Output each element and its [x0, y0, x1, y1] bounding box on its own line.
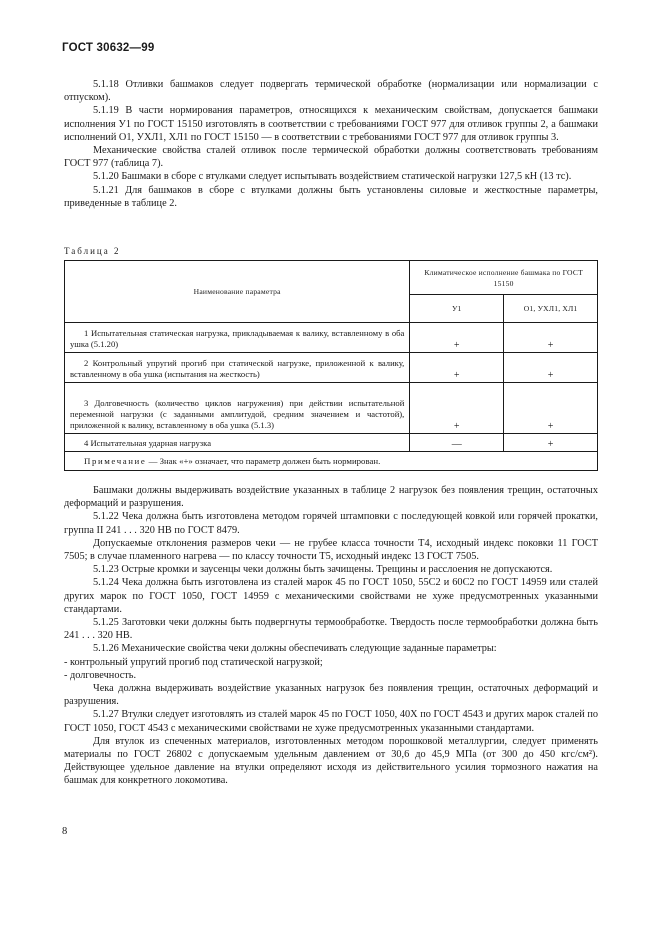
- row-value-u1: +: [410, 353, 504, 383]
- table-row: [65, 434, 598, 452]
- paragraph-5-1-27: 5.1.27 Втулки следует изготовлять из сталей марок 45 по ГОСТ 1050, 40Х по ГОСТ 4543 и других марок сталей по ГОСТ 1050, ГОСТ 4543 с механическими свойствами не хуже предусмотренных указанными стандартами.: [64, 709, 598, 734]
- row-parameter: 4 Испытательная ударная нагрузка: [65, 434, 410, 452]
- row-value-o1: +: [504, 434, 598, 452]
- table-row: [65, 383, 598, 434]
- table-note: [65, 452, 598, 471]
- header-o1-uhl1-hl1: О1, УХЛ1, ХЛ1: [504, 295, 598, 323]
- paragraph-sintered-bushings: Для втулок из спеченных материалов, изготовленных методом порошковой металлургии, следует применять материалы по ГОСТ 26802 с допускаемым удельным давлением от 30,6 до 45,9 МПа (от 300 до 450 кгс/см²). Действующее удельное давление на втулки определяют исходя из действительного усилия тормозного нажатия на башмак для конкретного локомотива.: [64, 735, 598, 787]
- row-parameter: 3 Долговечность (количество циклов нагружения) при действии испытательной переменной нагрузки (с заданными амплитудой, средним значением и частотой), приложенной к валику, вставленному в оба ушка (5.1.3): [65, 383, 410, 434]
- row-value-u1: —: [410, 434, 504, 452]
- table-row: [65, 323, 598, 353]
- parameters-table: [64, 260, 598, 471]
- paragraph-5-1-19: 5.1.19 В части нормирования параметров, относящихся к механическим свойствам, допускается башмаки исполнения У1 по ГОСТ 15150 изготовлять в соответствии с требованиями ГОСТ 977 для отливок группы 2, а башмаки исполнений О1, УХЛ1, ХЛ1 по ГОСТ 15150 — в соответствии с требованиями ГОСТ 977 для отливок группы 3.: [64, 105, 598, 143]
- list-item: - долговечность.: [64, 669, 137, 681]
- header-parameter-name: Наименование параметра: [65, 261, 410, 323]
- page-number: 8: [62, 826, 68, 837]
- table-caption: Таблица 2: [64, 246, 121, 256]
- paragraph-5-1-20: 5.1.20 Башмаки в сборе с втулками следует испытывать воздействием статической нагрузки 127,5 кН (13 тс).: [93, 171, 572, 183]
- row-parameter: 2 Контрольный упругий прогиб при статической нагрузке, приложенной к валику, вставленному в оба ушка (испытания на жесткость): [65, 353, 410, 383]
- row-parameter: 1 Испытательная статическая нагрузка, прикладываемая к валику, вставленному в оба ушка (5.1.20): [65, 323, 410, 353]
- note-text: — Знак «+» означает, что параметр должен быть нормирован.: [146, 456, 381, 466]
- paragraph-tolerances: Допускаемые отклонения размеров чеки — не грубее класса точности Т4, исходный индекс поковки 11 ГОСТ 7505; в случае пламенного нагрева — по классу точности Т5, исходный индекс 13 ГОСТ 7505.: [64, 537, 598, 563]
- section-text-top: [64, 78, 598, 210]
- paragraph-mech-props: Механические свойства сталей отливок после термической обработки должны соответствовать требованиям ГОСТ 977 (таблица 7).: [64, 145, 598, 170]
- paragraph-load-resistance: Башмаки должны выдерживать воздействие указанных в таблице 2 нагрузок без появления трещин, остаточных деформаций и разрушения.: [64, 485, 598, 510]
- row-value-o1: +: [504, 383, 598, 434]
- table-row: [65, 353, 598, 383]
- document-header: ГОСТ 30632—99: [62, 42, 155, 54]
- paragraph-5-1-22: 5.1.22 Чека должна быть изготовлена методом горячей штамповки с последующей ковкой или горячей прокатки, группа II 241 . . . 320 НВ по ГОСТ 8479.: [64, 511, 598, 536]
- section-text-bottom: [64, 484, 598, 788]
- row-value-u1: +: [410, 323, 504, 353]
- paragraph-5-1-24: 5.1.24 Чека должна быть изготовлена из сталей марок 45 по ГОСТ 1050, 55С2 и 60С2 по ГОСТ 14959 или сталей других марок по ГОСТ 1050, ГОСТ 14959 с механическими свойствами не хуже предусмотренных указанными стандартами.: [64, 577, 598, 615]
- row-value-o1: +: [504, 353, 598, 383]
- header-climate-group: Климатическое исполнение башмака по ГОСТ 15150: [410, 261, 598, 295]
- row-value-u1: +: [410, 383, 504, 434]
- paragraph-5-1-25: 5.1.25 Заготовки чеки должны быть подвергнуты термообработке. Твердость после термообработки должна быть 241 . . . 320 НВ.: [64, 617, 598, 642]
- paragraph-5-1-26: 5.1.26 Механические свойства чеки должны обеспечивать следующие заданные параметры:: [93, 643, 497, 655]
- header-u1: У1: [410, 295, 504, 323]
- list-item: - контрольный упругий прогиб под статической нагрузкой;: [64, 656, 323, 668]
- paragraph-pin-loads: Чека должна выдерживать воздействие указанных нагрузок без появления трещин, остаточных деформаций и разрушения.: [64, 683, 598, 708]
- paragraph-5-1-21: 5.1.21 Для башмаков в сборе с втулками должны быть установлены силовые и жесткостные параметры, приведенные в таблице 2.: [64, 184, 598, 209]
- paragraph-5-1-18: 5.1.18 Отливки башмаков следует подвергать термической обработке (нормализации или нормализации с отпуском).: [64, 79, 598, 104]
- note-label: Примечание: [84, 456, 147, 466]
- paragraph-5-1-23: 5.1.23 Острые кромки и заусенцы чеки должны быть зачищены. Трещины и расслоения не допускаются.: [93, 564, 553, 576]
- row-value-o1: +: [504, 323, 598, 353]
